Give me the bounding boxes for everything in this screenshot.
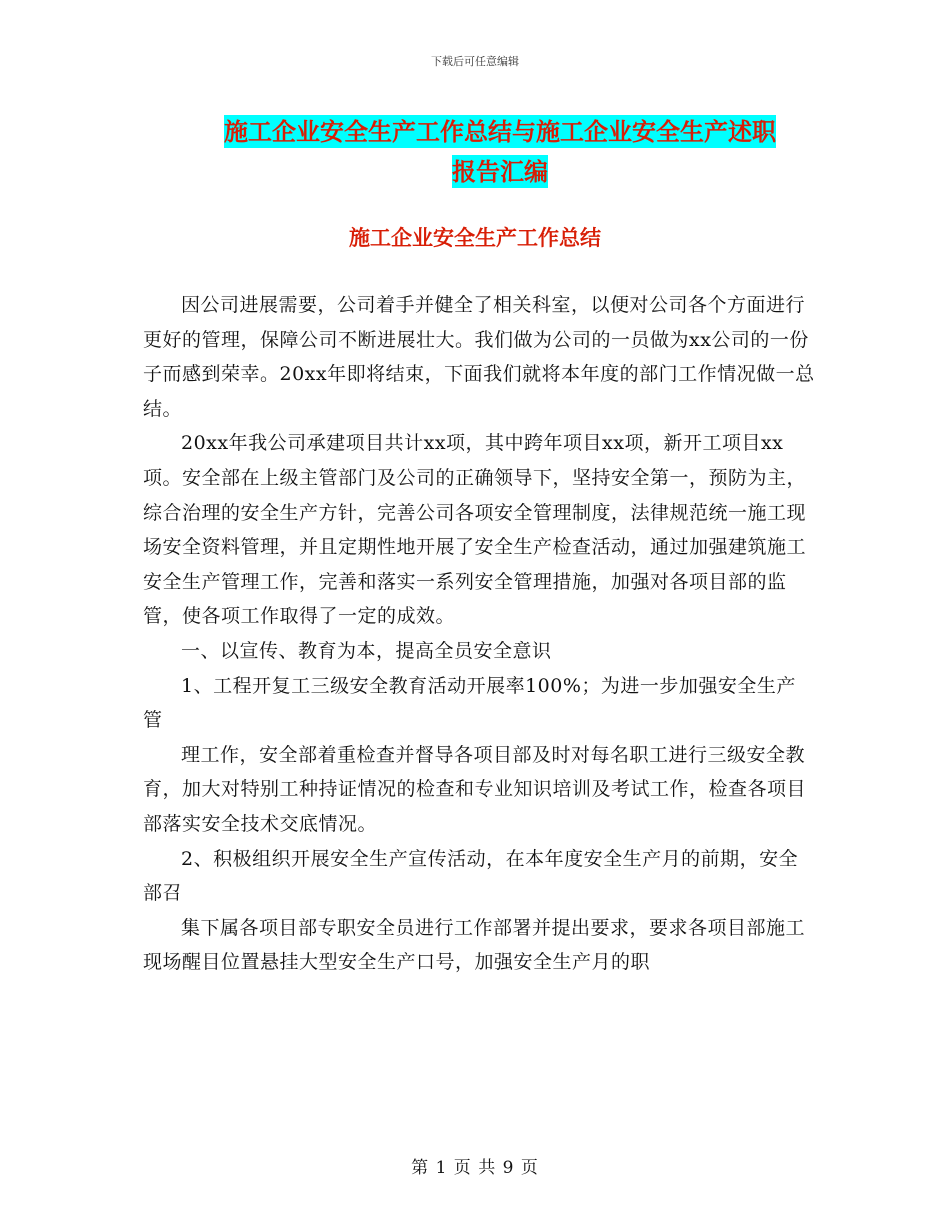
body-text [143,288,815,980]
paragraph: 2、积极组织开展安全生产宣传活动，在本年度安全生产月的前期，安全部召 [143,847,799,905]
title-line-1: 施工企业安全生产工作总结与施工企业安全生产述职 [224,117,776,146]
paragraph: 集下属各项目部专职安全员进行工作部署并提出要求，要求各项目部施工现场醒目位置悬挂大型安全生产口号，加强安全生产月的职 [143,916,806,974]
paragraph: 20xx年我公司承建项目共计xx项，其中跨年项目xx项，新开工项目xx项。安全部在上级主管部门及公司的正确领导下，坚持安全第一，预防为主，综合治理的安全生产方针，完善公司各项安全管理制度，法律规范统一施工现场安全资料管理，并且定期性地开展了安全生产检查活动，通过加强建筑施工安全生产管理工作，完善和落实一系列安全管理措施，加强对各项目部的监管，使各项工作取得了一定的成效。 [143,432,807,628]
paragraph: 理工作，安全部着重检查并督导各项目部及时对每名职工进行三级安全教育，加大对特别工种持证情况的检查和专业知识培训及考试工作，检查各项目部落实安全技术交底情况。 [143,743,807,835]
header-note: 下载后可任意编辑 [431,55,519,68]
paragraph: 1、工程开复工三级安全教育活动开展率100%；为进一步加强安全生产管 [143,674,796,732]
title-line-2: 报告汇编 [452,157,548,186]
paragraph: 一、以宣传、教育为本，提高全员安全意识 [181,639,552,662]
paragraph: 因公司进展需要，公司着手并健全了相关科室，以便对公司各个方面进行更好的管理，保障公司不断进展壮大。我们做为公司的一员做为xx公司的一份子而感到荣幸。20xx年即将结束，下面我们就将本年度的部门工作情况做一总结。 [143,294,815,420]
section-title: 施工企业安全生产工作总结 [349,225,601,250]
document-title [120,112,880,192]
page-footer: 第 1 页 共 9 页 [411,1158,539,1178]
